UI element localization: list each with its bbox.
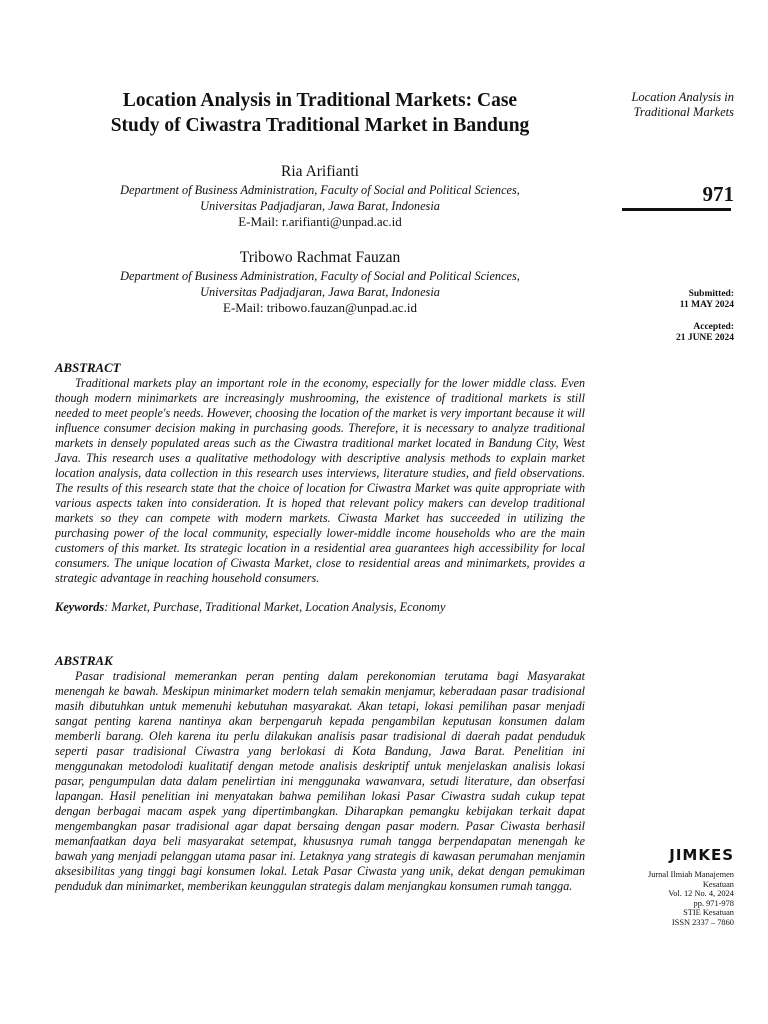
abstrak-text: Pasar tradisional memerankan peran penting dalam perekonomian terutama bagi Masyarakat menengah ke bawah. Meskipun minimarket modern telah semakin menjamur, keberadaan pasar tradisional masih dibutuhkan untuk memenuhi kebutuhan masyarakat. Akan tetapi, lokasi pemilihan pasar menjadi sangat penting karena nantinya akan berpengaruh kepada pengambilan keputusan konsumen dalam memberli barang. Oleh karena itu perlu dilakukan analisis pasar tradisional di daerah padat penduduk seperti pasar tradisional Ciwastra yang berlokasi di Kota Bandung, Jawa Barat. Penelitian ini menggunakan metodolodi kualitatif dengan metode analisis deskriptif untuk menjelaskan analisis lokasi pasar, pengumpulan data dalam penelirtian ini menggunaka wawanvara, setudi literature, dan obserfasi lapangan. Hasil penelitian ini menyatakan bahwa pemilihan lokasi Pasar Ciwastra sudah cukup tepat dengan berbagai macam aspek yang dipertimbangkan. Diharapkan pemangku kebijakan terkait dapat mengembangkan pasar tradisional agar dapat bersaing dengan pasar modern. Pasar Ciwasta berhasil memanfaatkan daya beli masyarakat setempat, khususnya rumah tangga berpendapatan menengah ke bawah yang menjadi pelanggan utama pasar ini. Letaknya yang strategis di kawasan perumahan menjamin aksesibilitas yang tinggi bagi konsumen lokal. Letak Pasar Ciwasta yang unik, dekat dengan pemukiman penduduk dan minimarket, memberikan keunggulan strategis dalam menjangkau konsumen rumah tangga. — [55, 669, 585, 893]
keywords-label: Keywords — [55, 600, 105, 614]
paper-title-line: Location Analysis in Traditional Markets: Case — [122, 90, 518, 111]
author-affiliation-line: Department of Business Administration, Faculty of Social and Political Sciences, — [120, 183, 520, 197]
running-title — [600, 90, 734, 120]
accepted-date: 21 JUNE 2024 — [675, 333, 734, 343]
journal-info — [600, 870, 734, 928]
abstract-text: Traditional markets play an important role in the economy, especially for the lower middle class. Even though modern minimarkets are increasingly mushrooming, the existence of traditional markets is still needed to meet people's needs. However, choosing the location of the market is very important because it will influence consumer decision making in purchasing goods. Therefore, it is necessary to analyze traditional markets in densely populated areas such as the Ciwastra traditional market located in Bandung City, West Java. This research uses a qualitative methodology with descriptive analysis methods to explain market location analysis, data collection in this research uses interviews, literature studies, and field observations. The results of this research state that the choice of location for Ciwastra Market was quite appropriate with various aspects taken into consideration. It is hoped that relevant policy makers can develop traditional markets so they can compete with modern markets. Ciwasta Market has succeeded in utilizing the purchasing power of the local community, especially lower-middle income households who are the main customers of this market. Its strategic location in a residential area guarantees high accessibility for local consumers. The unique location of Ciwasta Market, close to residential areas and minimarkets, provides a strategic advantage in reaching household consumers. — [55, 376, 585, 585]
journal-block — [600, 846, 734, 928]
page-number — [600, 182, 734, 207]
abstrak-section — [55, 654, 585, 894]
journal-acronym: JIMKES — [669, 846, 734, 864]
abstract-heading: ABSTRACT — [55, 361, 121, 375]
journal-info-line: ISSN 2337 – 7860 — [671, 917, 734, 927]
author-name: Ria Arifianti — [281, 163, 359, 180]
journal-info-line: STIE Kesatuan — [683, 908, 734, 918]
paper-header — [55, 88, 585, 334]
running-title-line: Location Analysis in — [631, 90, 734, 104]
accepted-label: Accepted: — [693, 322, 734, 332]
author-affiliation-line: Universitas Padjadjaran, Jawa Barat, Indonesia — [200, 284, 440, 299]
submission-dates — [600, 289, 734, 344]
author-email: E-Mail: tribowo.fauzan@unpad.ac.id — [223, 300, 417, 315]
abstract-section — [55, 361, 585, 615]
journal-info-line: Kesatuan — [702, 879, 734, 889]
journal-info-line: Jurnal Ilmiah Manajemen — [647, 870, 734, 879]
journal-info-line: Vol. 12 No. 4, 2024 — [668, 889, 734, 899]
running-title-line: Traditional Markets — [633, 105, 734, 119]
author-affiliation-line: Universitas Padjadjaran, Jawa Barat, Indonesia — [200, 198, 440, 213]
submitted-date: 11 MAY 2024 — [679, 300, 734, 310]
submitted-label: Submitted: — [688, 289, 734, 299]
page-number-text: 971 — [702, 182, 734, 206]
author-name: Tribowo Rachmat Fauzan — [239, 249, 401, 266]
author-block — [55, 248, 585, 316]
paper-title-line: Study of Ciwastra Traditional Market in Bandung — [110, 115, 530, 136]
paper-title — [55, 88, 585, 138]
journal-info-line: pp. 971-978 — [693, 898, 734, 908]
page-number-rule — [622, 208, 731, 211]
keywords-text: : Market, Purchase, Traditional Market, Location Analysis, Economy — [104, 600, 446, 614]
author-block — [55, 162, 585, 230]
keywords — [55, 600, 585, 615]
author-affiliation-line: Department of Business Administration, Faculty of Social and Political Sciences, — [120, 269, 520, 283]
abstrak-heading: ABSTRAK — [55, 654, 113, 668]
author-email: E-Mail: r.arifianti@unpad.ac.id — [238, 214, 402, 229]
